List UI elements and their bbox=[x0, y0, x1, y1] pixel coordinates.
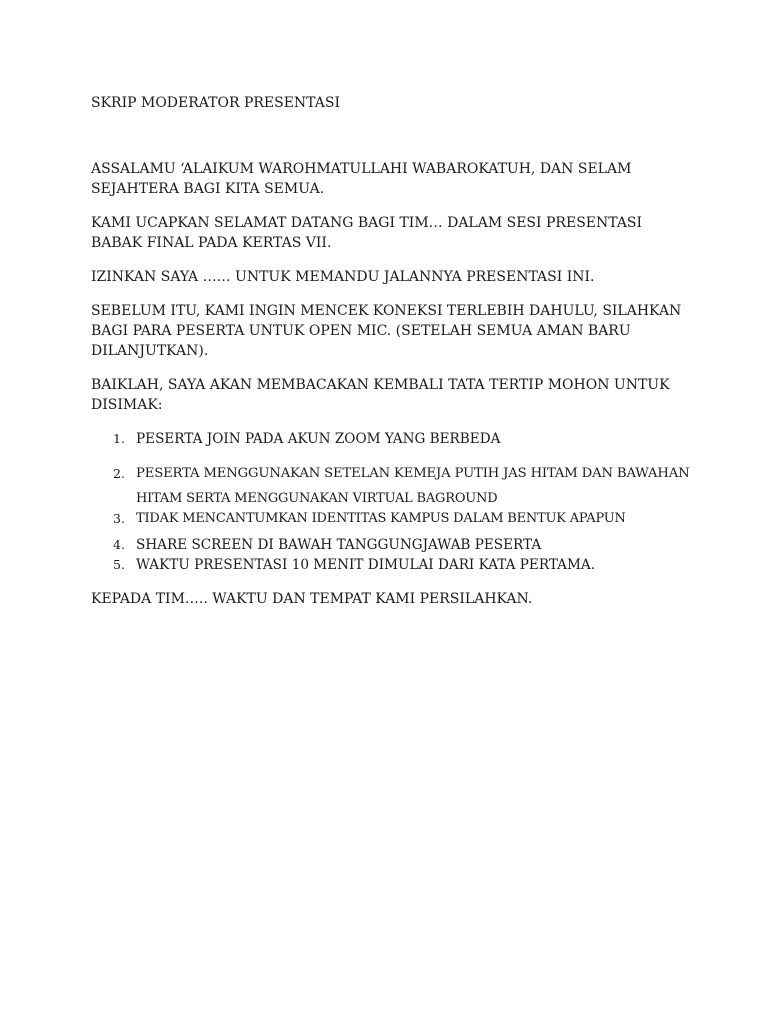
paragraph-line: BABAK FINAL PADA KERTAS VII. bbox=[91, 235, 332, 251]
welcome-paragraph bbox=[91, 213, 691, 253]
list-item-text: PESERTA JOIN PADA AKUN ZOOM YANG BERBEDA bbox=[136, 431, 501, 447]
list-item-text: SHARE SCREEN DI BAWAH TANGGUNGJAWAB PESERTA bbox=[136, 537, 542, 553]
document-title: SKRIP MODERATOR PRESENTASI bbox=[91, 95, 340, 111]
paragraph-line: BAGI PARA PESERTA UNTUK OPEN MIC. (SETELAH SEMUA AMAN BARU bbox=[91, 323, 631, 339]
paragraph-line: DILANJUTKAN). bbox=[91, 343, 209, 359]
list-item bbox=[91, 461, 691, 509]
paragraph-line: DISIMAK: bbox=[91, 397, 163, 413]
list-item bbox=[91, 509, 691, 535]
list-item-number: 2. bbox=[113, 466, 125, 481]
rules-intro-paragraph bbox=[91, 375, 691, 415]
list-item-text: PESERTA MENGGUNAKAN SETELAN KEMEJA PUTIH JAS HITAM DAN BAWAHAN bbox=[136, 466, 690, 481]
list-item bbox=[91, 535, 691, 555]
list-item-number: 3. bbox=[113, 511, 125, 526]
paragraph-line: IZINKAN SAYA …… UNTUK MEMANDU JALANNYA PRESENTASI INI. bbox=[91, 269, 595, 285]
list-item-text: HITAM SERTA MENGGUNAKAN VIRTUAL BAGROUND bbox=[136, 491, 498, 506]
rules-list bbox=[91, 429, 691, 577]
list-item-text: TIDAK MENCANTUMKAN IDENTITAS KAMPUS DALAM BENTUK APAPUN bbox=[136, 511, 626, 526]
greeting-paragraph bbox=[91, 159, 691, 199]
introduction-paragraph bbox=[91, 267, 691, 287]
connection-check-paragraph bbox=[91, 301, 691, 361]
paragraph-line: SEJAHTERA BAGI KITA SEMUA. bbox=[91, 181, 325, 197]
paragraph-line: ASSALAMU ‘ALAIKUM WAROHMATULLAHI WABAROKATUH, DAN SELAM bbox=[91, 161, 632, 177]
paragraph-line: KEPADA TIM….. WAKTU DAN TEMPAT KAMI PERSILAHKAN. bbox=[91, 591, 533, 607]
paragraph-line: KAMI UCAPKAN SELAMAT DATANG BAGI TIM… DALAM SESI PRESENTASI bbox=[91, 215, 643, 231]
list-item bbox=[91, 429, 691, 461]
list-item-number: 5. bbox=[113, 557, 125, 572]
list-item bbox=[91, 555, 691, 577]
list-item-text: WAKTU PRESENTASI 10 MENIT DIMULAI DARI KATA PERTAMA. bbox=[136, 557, 596, 573]
paragraph-line: BAIKLAH, SAYA AKAN MEMBACAKAN KEMBALI TATA TERTIP MOHON UNTUK bbox=[91, 377, 670, 393]
list-item-number: 4. bbox=[113, 537, 125, 552]
paragraph-line: SEBELUM ITU, KAMI INGIN MENCEK KONEKSI TERLEBIH DAHULU, SILAHKAN bbox=[91, 303, 682, 319]
closing-paragraph bbox=[91, 589, 691, 609]
list-item-number: 1. bbox=[113, 431, 125, 446]
